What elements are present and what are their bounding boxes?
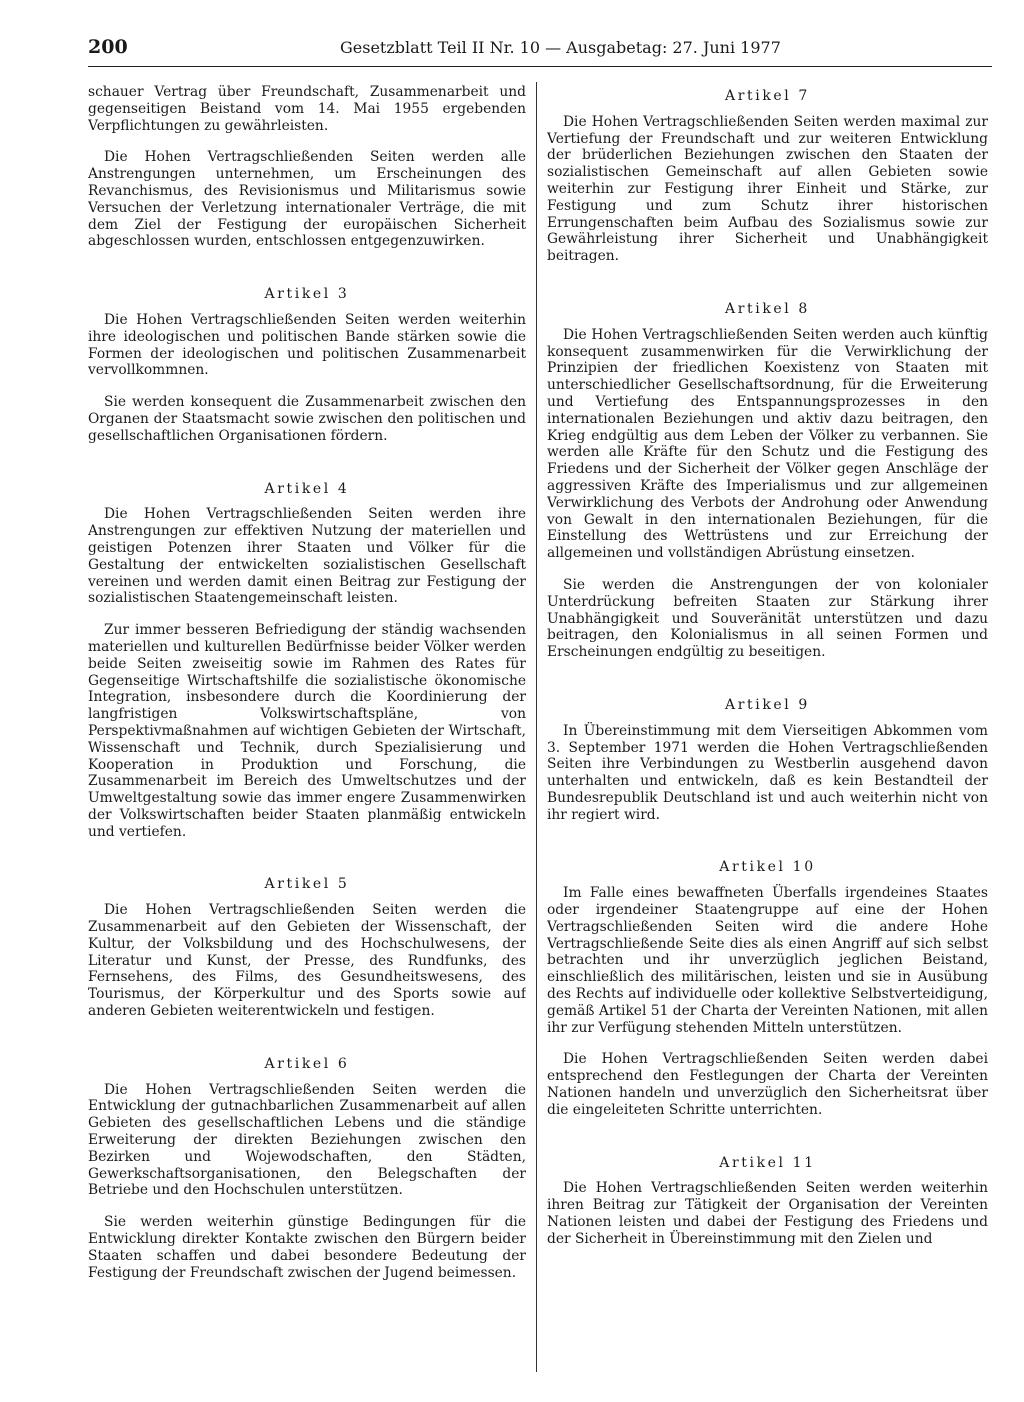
paragraph: Die Hohen Vertragschließenden Seiten werden weiterhin ihren Beitrag zur Tätigkeit der Organisation der Vereinten Nationen leisten und dabei der Festigung des Friedens und der Sicherheit in Übereinstimmung mit den Zielen und — [547, 1180, 988, 1247]
right-column — [547, 84, 988, 1344]
paragraph: Die Hohen Vertragschließenden Seiten werden alle Anstrengungen unternehmen, um Erscheinungen des Revanchismus, des Revisionismus und Militarismus sowie Versuchen der Verletzung internationaler Verträge, die mit dem Ziel der Festigung der europäischen Sicherheit abgeschlossen wurden, entschlossen entgegenzuwirken. — [88, 149, 526, 250]
paragraph: schauer Vertrag über Freundschaft, Zusammenarbeit und gegenseitigen Beistand vom 14. Mai 1955 ergebenden Verpflichtungen zu gewährleisten. — [88, 84, 526, 134]
article-heading: Artikel 10 — [719, 859, 816, 876]
page-number: 200 — [88, 36, 128, 58]
header-title: Gesetzblatt Teil II Nr. 10 — Ausgabetag: 27. Juni 1977 — [340, 38, 781, 57]
article-heading: Artikel 6 — [264, 1055, 350, 1072]
article-heading: Artikel 8 — [725, 300, 810, 317]
paragraph: Die Hohen Vertragschließenden Seiten werden auch künftig konsequent zusammenwirken für die Verwirklichung der Prinzipien der friedlichen Koexistenz von Staaten mit unterschiedlicher Gesellschaftsordnung, für die Erweiterung und Vertiefung des Entspannungsprozesses in den internationalen Beziehungen und aktiv dazu beitragen, den Krieg endgültig aus dem Leben der Völker zu verbannen. Sie werden alle Kräfte für den Schutz und die Festigung des Friedens und der Sicherheit der Völker gegen Anschläge der aggressiven Kräfte des Imperialismus und zur allgemeinen Verwirklichung des Verbots der Androhung oder Anwendung von Gewalt in den internationalen Beziehungen, für die Einstellung des Wettrüstens und zur Erreichung der allgemeinen und vollständigen Abrüstung einsetzen. — [547, 326, 988, 562]
paragraph: Die Hohen Vertragschließenden Seiten werden weiterhin ihre ideologischen und politischen Bande stärken sowie die Formen der ideologischen und politischen Zusammenarbeit vervollkommnen. — [88, 311, 526, 379]
paragraph: Die Hohen Vertragschließenden Seiten werden ihre Anstrengungen zur effektiven Nutzung der materiellen und geistigen Potenzen ihrer Staaten und Völker für die Gestaltung der entwickelten sozialistischen Gesellschaft vereinen und werden damit einen Beitrag zur Festigung der sozialistischen Staatengemeinschaft leisten. — [88, 506, 526, 607]
article-heading: Artikel 9 — [725, 696, 810, 713]
paragraph: Sie werden konsequent die Zusammenarbeit zwischen den Organen der Staatsmacht sowie zwischen den politischen und gesellschaftlichen Organisationen fördern. — [88, 394, 526, 444]
article-heading: Artikel 3 — [264, 286, 350, 303]
paragraph: Die Hohen Vertragschließenden Seiten werden die Zusammenarbeit auf den Gebieten der Wissenschaft, der Kultur, der Volksbildung und des Hochschulwesens, der Literatur und Kunst, der Presse, des Rundfunks, des Fernsehens, des Films, des Gesundheitswesens, des Tourismus, der Körperkultur und des Sports sowie auf anderen Gebieten weiterentwickeln und festigen. — [88, 902, 526, 1020]
article-heading: Artikel 4 — [264, 480, 350, 497]
paragraph: Die Hohen Vertragschließenden Seiten werden dabei entsprechend den Festlegungen der Charta der Vereinten Nationen handeln und unverzüglich den Sicherheitsrat über die eingeleiteten Schritte unterrichten. — [547, 1051, 988, 1118]
column-divider — [536, 82, 537, 1372]
paragraph: Im Falle eines bewaffneten Überfalls irgendeines Staates oder irgendeiner Staatengruppe auf eine der Hohen Vertragschließenden Seiten wird die andere Hohe Vertragschließende Seite dies als einen Angriff auf sich selbst betrachten und ihr unverzüglich jeglichen Beistand, einschließlich des militärischen, leisten und sie in Ausübung des Rechts auf individuelle oder kollektive Selbstverteidigung, gemäß Artikel 51 der Charta der Vereinten Nationen, mit allen ihr zur Verfügung stehenden Mitteln unterstützen. — [547, 885, 988, 1036]
paragraph: Die Hohen Vertragschließenden Seiten werden maximal zur Vertiefung der Freundschaft und zur weiteren Entwicklung der brüderlichen Beziehungen zwischen den Staaten der sozialistischen Gemeinschaft auf allen Gebieten sowie weiterhin zur Festigung ihrer Einheit und Stärke, zur Festigung und zum Schutz ihrer historischen Errungenschaften beim Aufbau des Sozialismus sowie zur Gewährleistung ihrer Sicherheit und Unabhängigkeit beitragen. — [547, 113, 988, 265]
article-heading: Artikel 5 — [264, 876, 350, 893]
paragraph: In Übereinstimmung mit dem Vierseitigen Abkommen vom 3. September 1971 werden die Hohen Vertragschließenden Seiten ihre Verbindungen zu Westberlin ausgehend davon unterhalten und entwickeln, daß es kein Bestandteil der Bundesrepublik Deutschland ist und auch weiterhin nicht von ihr regiert wird. — [547, 722, 988, 823]
article-heading: Artikel 11 — [719, 1154, 816, 1171]
paragraph: Sie werden die Anstrengungen der von kolonialer Unterdrückung befreiten Staaten zur Stärkung ihrer Unabhängigkeit und Souveränität unterstützen und dazu beitragen, den Kolonialismus in all seinen Formen und Erscheinungen endgültig zu beseitigen. — [547, 576, 988, 661]
page-header — [88, 30, 992, 67]
paragraph: Zur immer besseren Befriedigung der ständig wachsenden materiellen und kulturellen Bedürfnisse beider Völker werden beide Seiten zweiseitig sowie im Rahmen des Rates für Gegenseitige Wirtschaftshilfe die sozialistische ökonomische Integration, insbesondere durch die Koordinierung der langfristigen Volkswirtschaftspläne, von Perspektivmaßnahmen auf wichtigen Gebieten der Wirtschaft, Wissenschaft und Technik, durch Spezialisierung und Kooperation in Produktion und Forschung, die Zusammenarbeit im Bereich des Umweltschutzes und der Umweltgestaltung sowie das immer engere Zusammenwirken der Volkswirtschaften beider Staaten planmäßig entwickeln und vertiefen. — [88, 622, 526, 840]
paragraph: Die Hohen Vertragschließenden Seiten werden die Entwicklung der gutnachbarlichen Zusammenarbeit auf allen Gebieten des gesellschaftlichen Lebens und die ständige Erweiterung der direkten Beziehungen zwischen den Bezirken und Wojewodschaften, den Städten, Gewerkschaftsorganisationen, den Belegschaften der Betriebe und den Hochschulen unterstützen. — [88, 1081, 526, 1199]
paragraph: Sie werden weiterhin günstige Bedingungen für die Entwicklung direkter Kontakte zwischen den Bürgern beider Staaten schaffen und dabei besondere Bedeutung der Festigung der Freundschaft zwischen der Jugend beimessen. — [88, 1214, 526, 1281]
left-column — [88, 84, 526, 1344]
article-heading: Artikel 7 — [725, 88, 810, 104]
